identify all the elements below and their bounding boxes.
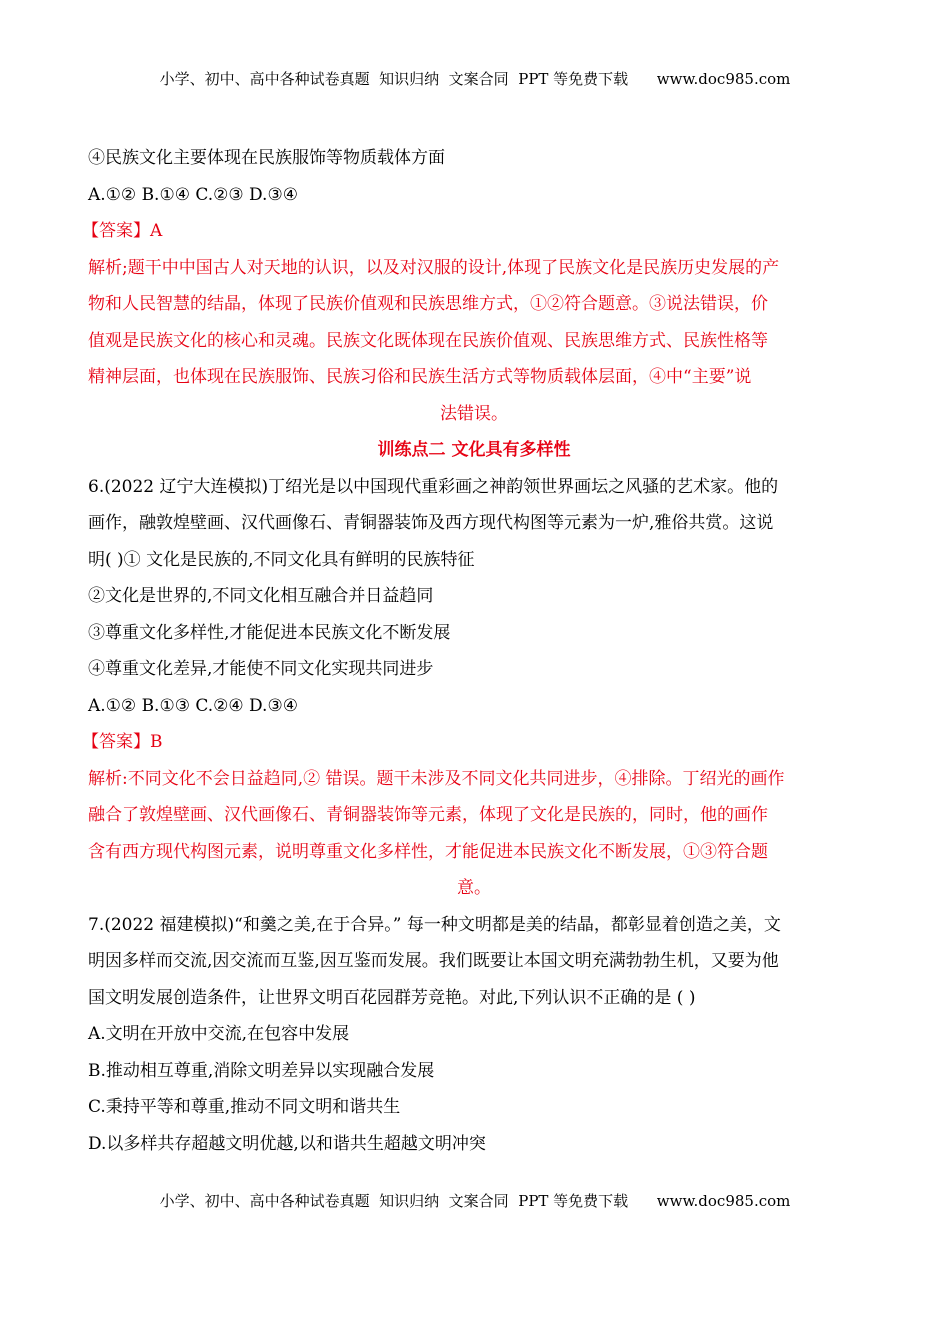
q6-option: ③尊重文化多样性,才能促进本民族文化不断发展 <box>88 622 451 643</box>
q6-choices: A.①② B.①③ C.②④ D.③④ <box>88 695 298 716</box>
q6-analysis <box>88 761 860 907</box>
q5-analysis-line: 解析;题干中中国古人对天地的认识，以及对汉服的设计,体现了民族文化是民族历史发展的产 <box>88 257 780 278</box>
q5-analysis-line: 精神层面，也体现在民族服饰、民族习俗和民族生活方式等物质载体层面，④中“主要”说 <box>88 367 752 387</box>
page-footer: 小学、初中、高中各种试卷真题 知识归纳 文案合同 PPT 等免费下载 www.doc985.com <box>159 1192 791 1210</box>
q5-analysis <box>88 250 860 433</box>
q7-option-a: A.文明在开放中交流,在包容中发展 <box>88 1024 350 1044</box>
q6-analysis-line: 意。 <box>457 878 491 898</box>
document-body <box>82 140 860 1162</box>
q6-stem-line: 画作，融敦煌壁画、汉代画像石、青铜器装饰及西方现代构图等元素为一炉,雅俗共赏。这说 <box>88 513 774 533</box>
q5-answer: 【答案】A <box>82 221 163 241</box>
q7-option-b: B.推动相互尊重,消除文明差异以实现融合发展 <box>88 1060 435 1081</box>
q6-stem-line: 6.(2022 辽宁大连模拟)丁绍光是以中国现代重彩画之神韵领世界画坛之风骚的艺术家。他的 <box>88 476 779 497</box>
q5-analysis-line: 值观是民族文化的核心和灵魂。民族文化既体现在民族价值观、民族思维方式、民族性格等 <box>88 330 768 351</box>
q6-stem-line: 明( )① 文化是民族的,不同文化具有鲜明的民族特征 <box>88 549 475 570</box>
q6-answer: 【答案】B <box>82 732 163 752</box>
q6-analysis-line: 含有西方现代构图元素，说明尊重文化多样性，才能促进本民族文化不断发展，①③符合题 <box>88 841 768 862</box>
q7-option-d: D.以多样共存超越文明优越,以和谐共生超越文明冲突 <box>88 1133 486 1154</box>
q6-analysis-line: 融合了敦煌壁画、汉代画像石、青铜器装饰等元素，体现了文化是民族的，同时，他的画作 <box>88 805 768 825</box>
q6-option: ②文化是世界的,不同文化相互融合并日益趋同 <box>88 586 434 606</box>
page-header: 小学、初中、高中各种试卷真题 知识归纳 文案合同 PPT 等免费下载 www.doc985.com <box>159 70 791 88</box>
q7-stem-line: 国文明发展创造条件，让世界文明百花园群芳竞艳。对此,下列认识不正确的是 ( ) <box>88 987 696 1008</box>
q7-stem-line: 明因多样而交流,因交流而互鉴,因互鉴而发展。我们既要让本国文明充满勃勃生机，又要为他 <box>88 951 779 971</box>
q5-analysis-line: 法错误。 <box>440 403 508 424</box>
q6-analysis-line: 解析:不同文化不会日益趋同,② 错误。题干未涉及不同文化共同进步，④排除。丁绍光的画作 <box>88 768 785 789</box>
q7-stem-line: 7.(2022 福建模拟)“和羹之美,在于合异。” 每一种文明都是美的结晶，都彰显着创造之美，文 <box>88 914 781 935</box>
q5-option-4: ④民族文化主要体现在民族服饰等物质载体方面 <box>88 148 445 168</box>
q5-choices: A.①② B.①④ C.②③ D.③④ <box>88 184 298 205</box>
q6-option: ④尊重文化差异,才能使不同文化实现共同进步 <box>88 659 434 679</box>
q7-option-c: C.秉持平等和尊重,推动不同文明和谐共生 <box>88 1097 401 1117</box>
q5-analysis-line: 物和人民智慧的结晶，体现了民族价值观和民族思维方式，①②符合题意。③说法错误，价 <box>88 294 768 314</box>
section-title: 训练点二 文化具有多样性 <box>377 440 571 460</box>
